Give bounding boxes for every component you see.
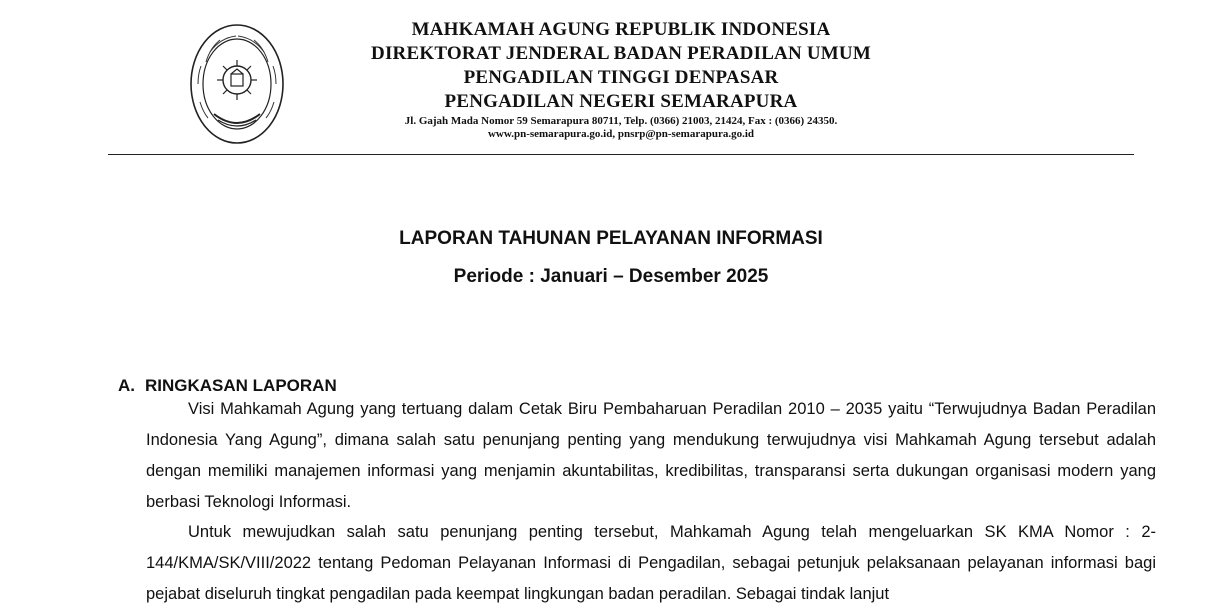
- paragraph: Untuk mewujudkan salah satu penunjang penting tersebut, Mahkamah Agung telah mengeluarkan SK KMA Nomor : 2-144/KMA/SK/VIII/2022 tentang Pedoman Pelayanan Informasi di Pengadilan, sebagai petunjuk pelaksanaan pelayanan informasi bagi pejabat diseluruh tingkat pengadilan pada keempat lingkungan badan peradilan. Sebagai tindak lanjut: [146, 523, 1156, 603]
- letterhead-line-institution: MAHKAMAH AGUNG REPUBLIK INDONESIA: [411, 19, 831, 40]
- letterhead-address: Jl. Gajah Mada Nomor 59 Semarapura 80711, Telp. (0366) 21003, 21424, Fax : (0366) 24350.: [404, 115, 838, 127]
- section-heading: [118, 376, 337, 396]
- letterhead-divider: [108, 154, 1134, 155]
- letterhead-line-high-court: PENGADILAN TINGGI DENPASAR: [463, 67, 779, 88]
- court-seal-icon: [188, 22, 286, 146]
- letterhead-line-district-court: PENGADILAN NEGERI SEMARAPURA: [444, 91, 798, 112]
- section-number: A.: [118, 376, 135, 395]
- letterhead-web: www.pn-semarapura.go.id, pnsrp@pn-semarapura.go.id: [487, 128, 755, 140]
- paragraph: Visi Mahkamah Agung yang tertuang dalam Cetak Biru Pembaharuan Peradilan 2010 – 2035 yaitu “Terwujudnya Badan Peradilan Indonesia Yang Agung”, dimana salah satu penunjang penting yang mendukung terwujudnya visi Mahkamah Agung tersebut adalah dengan memiliki manajemen informasi yang menjamin akuntabilitas, kredibilitas, transparansi serta dukungan organisasi modern yang berbasi Teknologi Informasi.: [146, 400, 1156, 511]
- letterhead: [300, 18, 942, 141]
- document-title: LAPORAN TAHUNAN PELAYANAN INFORMASI: [399, 228, 823, 249]
- section-title: RINGKASAN LAPORAN: [145, 376, 337, 395]
- letterhead-line-directorate: DIREKTORAT JENDERAL BADAN PERADILAN UMUM: [371, 43, 871, 64]
- document-period: Periode : Januari – Desember 2025: [453, 266, 769, 287]
